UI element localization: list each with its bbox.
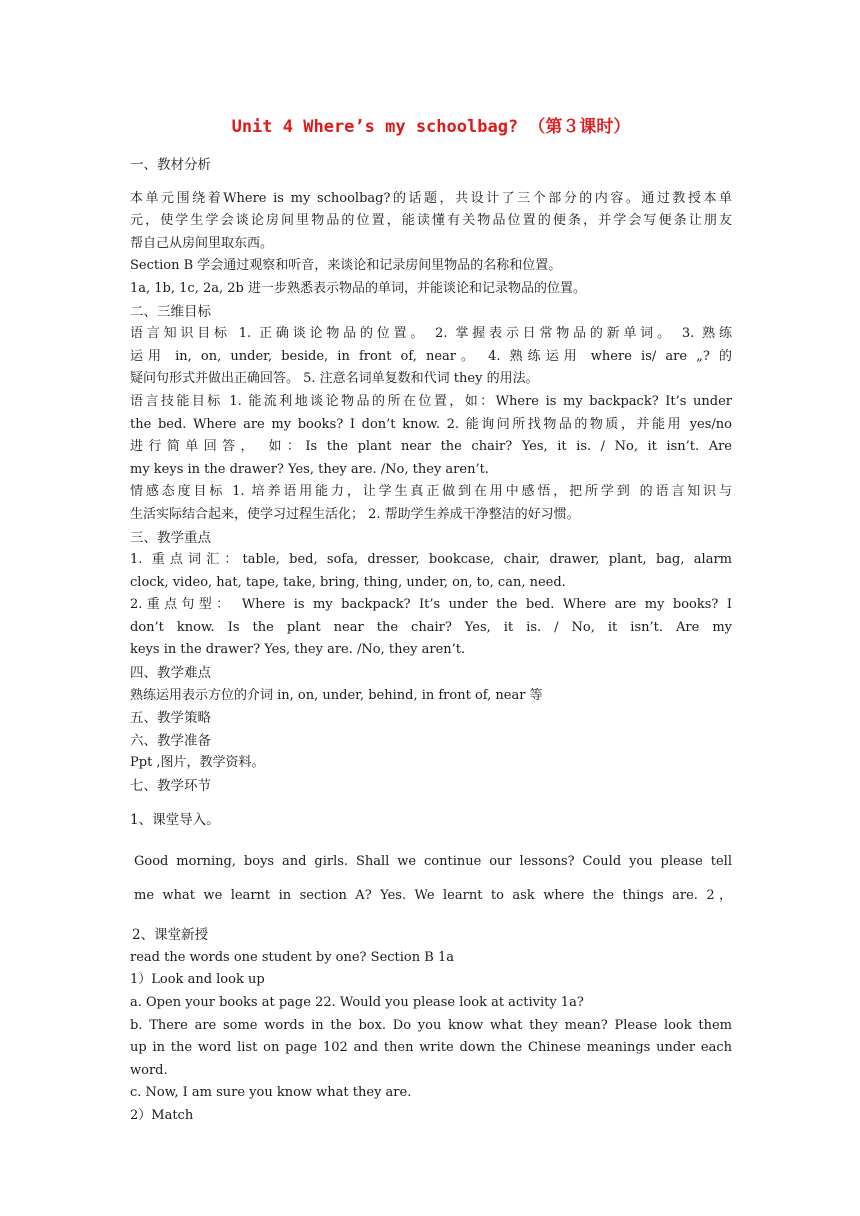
paragraph-line: Good morning, boys and girls. Shall we continue our lessons? Could you please tell xyxy=(134,854,732,870)
paragraph-line: 情感态度目标 1. 培养语用能力，让学生真正做到在用中感悟，把所学到 的语言知识与 xyxy=(130,484,732,500)
paragraph-line: the bed. Where are my books? I don’t know. 2. 能询问所找物品的物质，并能用 yes/no xyxy=(130,416,732,432)
paragraph-line: 元，使学生学会谈论房间里物品的位置，能读懂有关物品位置的便条，并学会写便条让朋友 xyxy=(130,213,732,229)
paragraph-line: b. There are some words in the box. Do you know what they mean? Please look them xyxy=(130,1017,732,1033)
paragraph-line: keys in the drawer? Yes, they are. /No, they aren’t. xyxy=(130,642,466,658)
paragraph-line: read the words one student by one? Section B 1a xyxy=(130,949,454,965)
document-page xyxy=(130,112,732,1128)
section-heading-objectives: 二、三维目标 xyxy=(130,303,211,320)
paragraph-line: 语言技能目标 1. 能流利地谈论物品的所在位置，如：Where is my backpack? It’s under xyxy=(130,393,732,409)
document-title: Unit 4 Where’s my schoolbag? （第３课时） xyxy=(231,117,631,137)
paragraph-line: me what we learnt in section A? Yes. We learnt to ask where the things are. 2， xyxy=(134,888,732,904)
paragraph-line: up in the word list on page 102 and then write down the Chinese meanings under each xyxy=(130,1040,732,1056)
paragraph-line: 1. 重点词汇：table, bed, sofa, dresser, bookcase, chair, drawer, plant, bag, alarm xyxy=(130,552,732,568)
section-heading-difficulties: 四、教学难点 xyxy=(130,665,211,682)
paragraph-line: 熟练运用表示方位的介词 in, on, under, behind, in front of, near 等 xyxy=(130,687,543,703)
subsection-heading-new-lesson: 2、课堂新授 xyxy=(132,927,209,944)
section-heading-preparation: 六、教学准备 xyxy=(130,732,211,749)
paragraph-line: 2）Match xyxy=(130,1107,194,1123)
paragraph-line: Section B 学会通过观察和听音，来谈论和记录房间里物品的名称和位置。 xyxy=(130,258,562,274)
paragraph-line: 语言知识目标 1. 正确谈论物品的位置。 2. 掌握表示日常物品的新单词。 3. 熟练 xyxy=(130,326,732,342)
paragraph-line: don’t know. Is the plant near the chair? Yes, it is. / No, it isn’t. Are my xyxy=(130,619,732,635)
paragraph-line: 运用 in, on, under, beside, in front of, near。 4. 熟练运用 where is/ are „? 的 xyxy=(130,348,732,364)
paragraph-line: 生活实际结合起来，使学习过程生活化； 2. 帮助学生养成干净整洁的好习惯。 xyxy=(130,506,580,522)
paragraph-line: 进行简单回答， 如：Is the plant near the chair? Yes, it is. / No, it isn’t. Are xyxy=(130,439,732,455)
paragraph-line: 1a, 1b, 1c, 2a, 2b 进一步熟悉表示物品的单词，并能谈论和记录物品的位置。 xyxy=(130,280,586,296)
paragraph-line: a. Open your books at page 22. Would you please look at activity 1a? xyxy=(130,995,584,1010)
paragraph-line: 疑问句形式并做出正确回答。 5. 注意名词单复数和代词 they 的用法。 xyxy=(130,371,539,387)
section-heading-procedure: 七、教学环节 xyxy=(130,778,211,795)
paragraph-line: my keys in the drawer? Yes, they are. /No, they aren’t. xyxy=(130,461,489,477)
subsection-heading-lead-in: 1、课堂导入。 xyxy=(130,811,220,828)
section-heading-strategy: 五、教学策略 xyxy=(130,710,211,727)
paragraph-line: c. Now, I am sure you know what they are. xyxy=(130,1085,412,1101)
paragraph-line: word. xyxy=(130,1062,168,1078)
section-heading-key-points: 三、教学重点 xyxy=(130,529,211,546)
paragraph-line: clock, video, hat, tape, take, bring, thing, under, on, to, can, need. xyxy=(130,574,566,590)
paragraph-line: Ppt ,图片，教学资料。 xyxy=(130,755,265,771)
paragraph-line: 2.重点句型： Where is my backpack? It’s under the bed. Where are my books? I xyxy=(130,597,732,613)
paragraph-line: 1）Look and look up xyxy=(130,972,265,988)
section-heading-analysis: 一、教材分析 xyxy=(130,157,211,173)
paragraph-line: 本单元围绕着Where is my schoolbag?的话题，共设计了三个部分的内容。通过教授本单 xyxy=(130,190,732,206)
paragraph-line: 帮自己从房间里取东西。 xyxy=(130,235,274,251)
